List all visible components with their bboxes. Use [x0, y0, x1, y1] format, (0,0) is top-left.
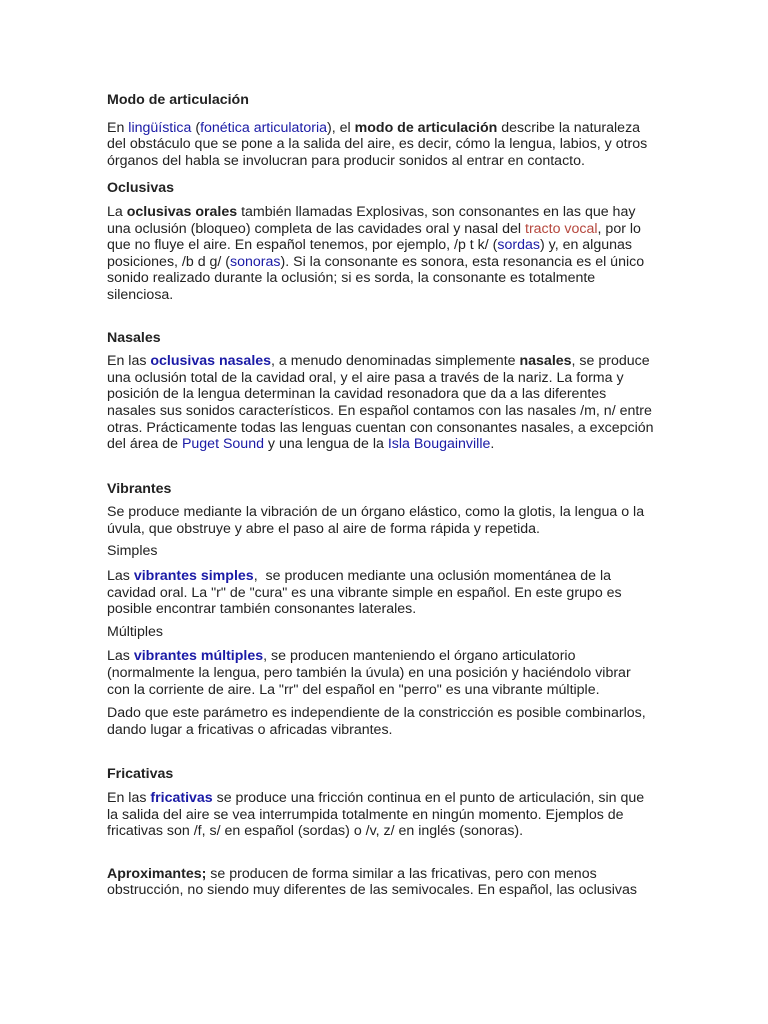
text: (: [191, 119, 201, 136]
link-linguistica[interactable]: lingüística: [128, 119, 192, 136]
link-oclusivas-nasales[interactable]: oclusivas nasales: [150, 353, 272, 370]
text: En las: [107, 353, 151, 370]
text: se producen de forma similar a las fricativas, pero con menos obstrucción, no siendo muy diferentes de las semivocales. En español, las oclusivas: [107, 865, 637, 899]
bold-term: oclusivas orales: [126, 203, 238, 220]
aproximantes-paragraph: [107, 866, 655, 899]
nasales-paragraph: [107, 353, 655, 453]
text: , a menudo denominadas simplemente: [271, 353, 520, 370]
vibrantes-paragraph: Se produce mediante la vibración de un órgano elástico, como la glotis, la lengua o la úvula, que obstruye y abre el paso al aire de forma rápida y repetida.: [107, 504, 645, 537]
document-page: [107, 92, 655, 899]
page-title: Modo de articulación: [107, 92, 249, 108]
text: Las: [107, 648, 134, 665]
link-vibrantes-simples[interactable]: vibrantes simples: [133, 568, 254, 585]
text: ). Si la consonante es sonora, esta resonancia es el único sonido realizado durante la oclusión; si es sorda, la consonante es totalmente silenciosa.: [107, 253, 645, 303]
text: , se producen mediante una oclusión momentánea de la cavidad oral. La "r" de "cura" es una vibrante simple en español. En este grupo es posible encontrar también consonantes laterales.: [107, 568, 626, 618]
multiples-paragraph: [107, 648, 655, 698]
text: ), el: [327, 119, 355, 136]
heading-oclusivas: Oclusivas: [107, 180, 175, 197]
bold-term: modo de articulación: [354, 119, 498, 136]
text: ) y, en algunas posiciones, /b d g/ (: [107, 237, 632, 270]
heading-multiples: Múltiples: [107, 623, 163, 640]
link-fonetica-articulatoria[interactable]: fonética articulatoria: [200, 119, 328, 136]
heading-vibrantes: Vibrantes: [107, 480, 172, 497]
link-puget-sound[interactable]: Puget Sound: [181, 436, 264, 453]
text: describe la naturaleza del obstáculo que se pone a la salida del aire, es decir, cómo la lengua, labios, y otros órganos del habla se involucran para producir sonidos al entrar en contacto.: [107, 119, 648, 169]
simples-paragraph: [107, 568, 655, 618]
vibrantes-final-paragraph: Dado que este parámetro es independiente de la constricción es posible combinarlos, dando lugar a fricativas o africadas vibrantes.: [107, 705, 646, 738]
bold-term: nasales: [519, 353, 572, 370]
text: En: [107, 119, 129, 136]
text: , por lo que no fluye el aire. En español tenemos, por ejemplo, /p t k/ (: [107, 220, 641, 254]
intro-paragraph: [107, 120, 655, 170]
text: también llamadas Explosivas, son consonantes en las que hay una oclusión (bloqueo) completa de las cavidades oral y nasal del: [107, 203, 636, 237]
text: .: [490, 436, 495, 453]
text: y una lengua de la: [263, 436, 388, 453]
heading-nasales: Nasales: [107, 329, 161, 346]
fricativas-paragraph: [107, 790, 655, 840]
heading-simples: Simples: [107, 543, 158, 560]
link-tracto-vocal[interactable]: tracto vocal: [525, 220, 598, 237]
link-vibrantes-multiples[interactable]: vibrantes múltiples: [133, 648, 264, 665]
link-sonoras[interactable]: sonoras: [230, 253, 281, 270]
text: En las: [107, 790, 151, 806]
bold-term: Aproximantes;: [107, 865, 207, 882]
text: La: [107, 203, 127, 220]
text: , se produce una oclusión total de la cavidad oral, y el aire pasa a través de la nariz. La forma y posición de la lengua determinan la cavidad resonadora que da a las diferentes nasales sus sonidos característicos. En español contamos con las nasales /m, n/ entre otras. Prácticamente todas las lenguas cuentan con consonantes nasales, a excepción del área de: [107, 353, 654, 453]
text: se produce una fricción continua en el punto de articulación, sin que la salida del aire se vea interrumpida totalmente en ningún momento. Ejemplos de fricativas son /f, s/ en español (sordas) o /v, z/ en inglés (sonoras).: [107, 790, 645, 840]
text: , se producen manteniendo el órgano articulatorio (normalmente la lengua, pero también la úvula) en una posición y haciéndolo vibrar con la corriente de aire. La "rr" del español en "perro" es una vibrante múltiple.: [107, 648, 631, 698]
text: Las: [107, 568, 134, 585]
link-isla-bougainville[interactable]: Isla Bougainville: [387, 436, 491, 453]
heading-fricativas: Fricativas: [107, 766, 174, 783]
link-fricativas[interactable]: fricativas: [150, 790, 213, 806]
link-sordas[interactable]: sordas: [497, 237, 540, 254]
oclusivas-paragraph: [107, 204, 655, 304]
